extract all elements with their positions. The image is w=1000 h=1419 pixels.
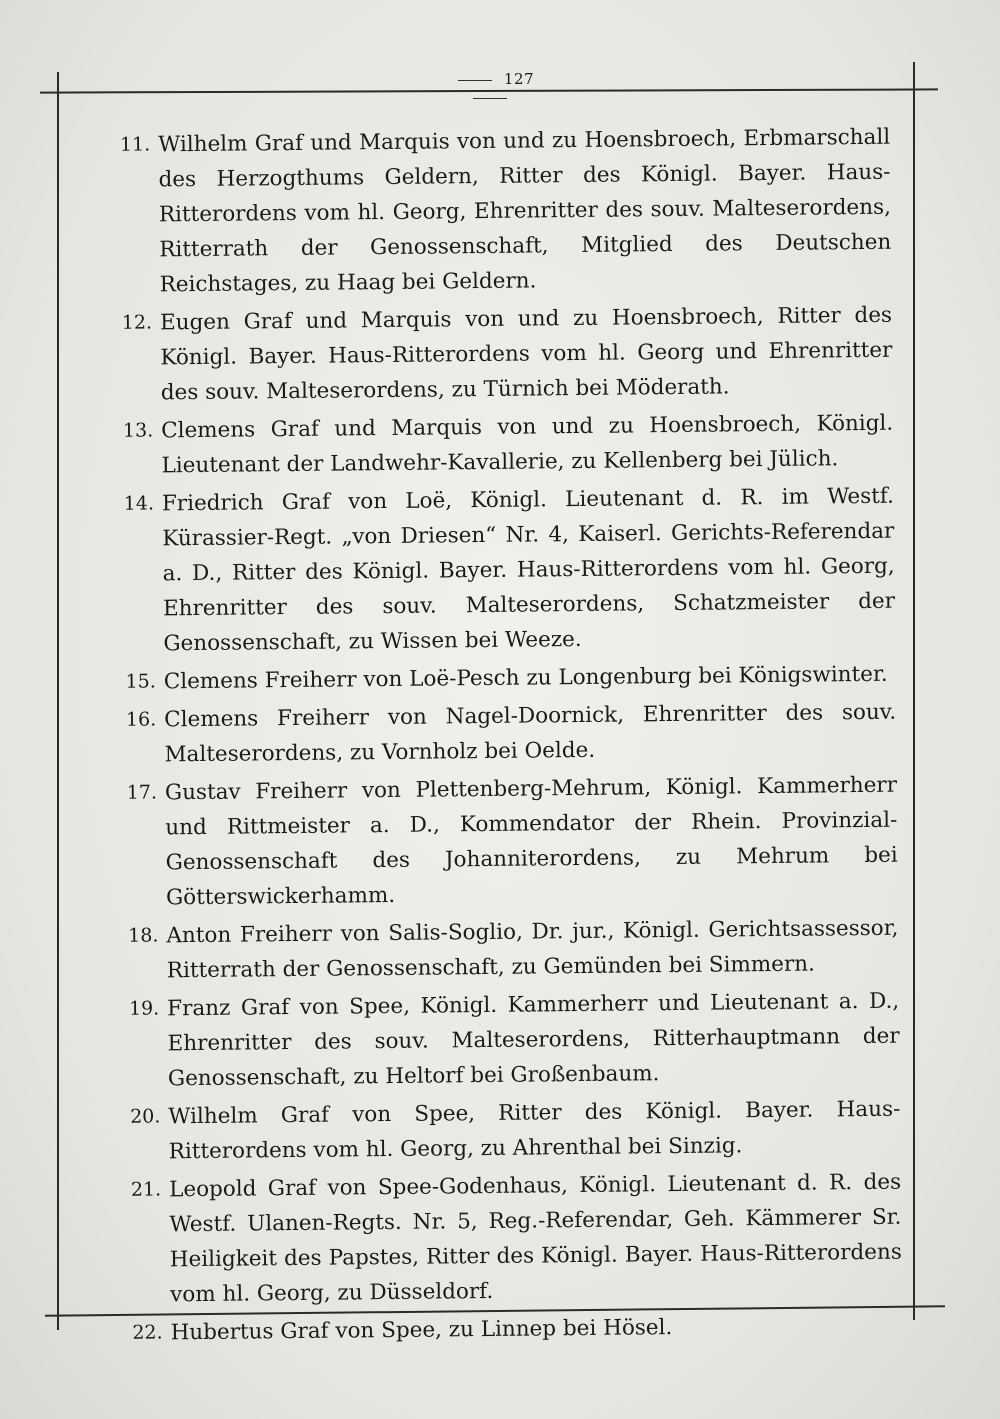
- entry-text: Anton Freiherr von Salis-Soglio, Dr. jur., Königl. Gerichtsassessor, Ritterrath der Genossenschaft, zu Gemünden bei Simmern.: [166, 915, 899, 984]
- entry-number: 17.: [126, 781, 158, 804]
- entry-text: Clemens Graf und Marquis von und zu Hoensbroech, Königl. Lieutenant der Landwehr-Kavallerie, zu Kellenberg bei Jülich.: [161, 410, 894, 479]
- list-item: [106, 657, 896, 700]
- list-item: [102, 298, 893, 411]
- page-number: 127: [420, 70, 560, 106]
- entry-number: 18.: [128, 924, 159, 947]
- entry-text: Franz Graf von Spee, Königl. Kammerherr und Lieutenant a. D., Ehrenritter des souv. Malteserordens, Ritterhauptmann der Genossenschaft, zu Heltorf bei Großenbaum.: [167, 988, 900, 1092]
- list-item: [104, 479, 896, 662]
- entry-text: Wilhelm Graf und Marquis von und zu Hoensbroech, Erbmarschall des Herzogthums Geldern, Ritter des Königl. Bayer. Haus-Ritterordens vom hl. Georg, Ehrenritter des souv. Malteserordens, Ritterrath der Genossenschaft, Mitglied des Deutschen Reichstages, zu Haag bei Geldern.: [158, 124, 892, 298]
- entry-number: 21.: [130, 1178, 162, 1201]
- entry-number: 14.: [123, 492, 155, 515]
- entry-text: Clemens Freiherr von Nagel-Doornick, Ehrenritter des souv. Malteserordens, zu Vornholz bei Oelde.: [164, 699, 897, 768]
- entry-number: 12.: [121, 311, 153, 334]
- entry-text: Friedrich Graf von Loë, Königl. Lieutenant d. R. im Westf. Kürassier-Regt. „von Driesen“ Nr. 4, Kaiserl. Gerichts-Referendar a. D., Ritter des Königl. Bayer. Haus-Ritterordens vom hl. Georg, Ehrenritter des souv. Malteserordens, Schatzmeister der Genossenschaft, zu Wissen bei Weeze.: [161, 483, 896, 657]
- frame-right-line: [913, 62, 915, 1320]
- list-item: [106, 695, 897, 773]
- list-item: [100, 120, 892, 303]
- list-item: [110, 1092, 901, 1170]
- entry-number: 22.: [132, 1321, 163, 1344]
- entry-number: 11.: [119, 133, 151, 156]
- entry-number: 19.: [128, 997, 160, 1020]
- entry-number: 20.: [130, 1105, 161, 1128]
- list-item: [111, 1165, 902, 1313]
- entry-text: Eugen Graf und Marquis von und zu Hoensbroech, Ritter des Königl. Bayer. Haus-Ritterordens vom hl. Georg und Ehrenritter des souv. Malteserordens, zu Türnich bei Möderath.: [159, 302, 893, 406]
- entry-text: Hubertus Graf von Spee, zu Linnep bei Hösel.: [170, 1315, 673, 1346]
- list-item: [108, 911, 899, 989]
- entry-number: 16.: [125, 708, 157, 731]
- list-item: [109, 984, 900, 1097]
- entry-text: Gustav Freiherr von Plettenberg-Mehrum, Königl. Kammerherr und Rittmeister a. D., Kommendator der Rhein. Provinzial-Genossenschaft des Johanniterordens, zu Mehrum bei Götterswickerhamm.: [164, 772, 898, 911]
- entry-number: 13.: [122, 419, 154, 442]
- entry-text: Clemens Freiherr von Loë-Pesch zu Longenburg bei Königswinter.: [163, 661, 888, 695]
- frame-left-line: [57, 72, 59, 1330]
- entry-list: [100, 120, 903, 1354]
- entry-number: 15.: [125, 670, 156, 693]
- entry-text: Leopold Graf von Spee-Godenhaus, Königl. Lieutenant d. R. des Westf. Ulanen-Regts. Nr. 5, Reg.-Referendar, Geh. Kämmerer Sr. Heiligkeit des Papstes, Ritter des Königl. Bayer. Haus-Ritterordens vom hl. Georg, zu Düsseldorf.: [168, 1169, 902, 1308]
- list-item: [107, 768, 898, 916]
- list-item: [112, 1308, 902, 1351]
- list-item: [103, 406, 894, 484]
- entry-text: Wilhelm Graf von Spee, Ritter des Königl. Bayer. Haus-Ritterordens vom hl. Georg, zu Ahrenthal bei Sinzig.: [168, 1096, 901, 1165]
